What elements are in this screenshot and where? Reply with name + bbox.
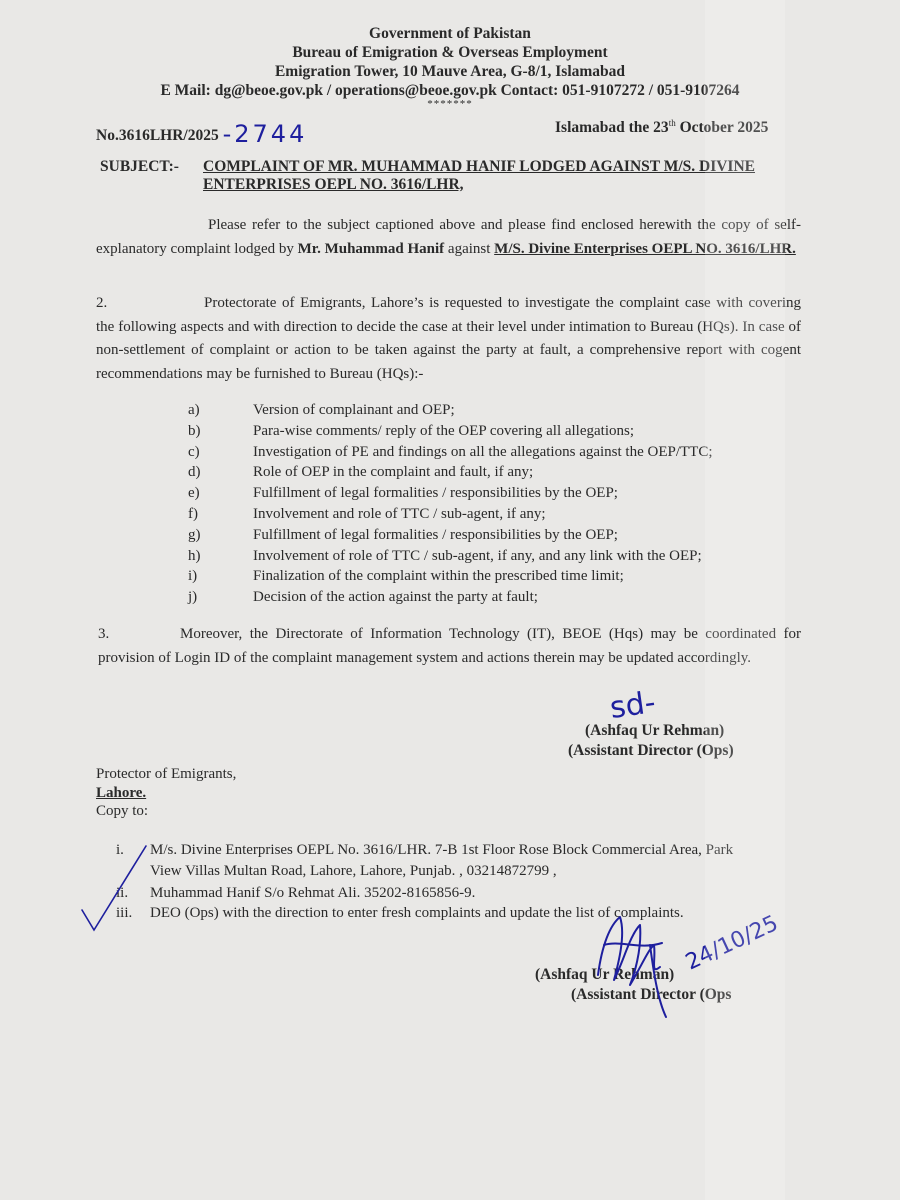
para3-text: Moreover, the Directorate of Information Technology (IT), BEOE (Hqs) may be coordinated for provision of Login ID of the complaint management system and actions therein may be updated accordingly. [98, 626, 801, 666]
copy-item-text: Muhammad Hanif S/o Rehmat Ali. 35202-8165856-9. [150, 885, 476, 901]
checkmark-icon [80, 838, 150, 938]
copy-item-label: iii. [116, 905, 133, 921]
aspect-text: Role of OEP in the complaint and fault, if any; [253, 464, 534, 481]
paragraph-3 [98, 623, 801, 670]
aspect-label: g) [188, 526, 201, 543]
para2-number: 2. [96, 295, 108, 311]
aspect-item [188, 483, 618, 503]
letterhead-government: Government of Pakistan [369, 25, 531, 42]
signatory-name: (Ashfaq Ur Rehman) [585, 722, 725, 739]
para2-text: Protectorate of Emigrants, Lahore’s is requested to investigate the complaint case with covering the following aspects and with direction to decide the case at their level under intimation to Bureau (HQs). In case of non-settlement of complaint or action to be taken against the party at fault, a comprehensive report with cogent recommendations may be furnished to Bureau (HQs):- [96, 295, 801, 382]
addressee-title: Protector of Emigrants, [96, 766, 237, 782]
para3-number: 3. [98, 626, 110, 642]
copy-item-label: ii. [116, 885, 129, 901]
aspect-text: Fulfillment of legal formalities / responsibilities by the OEP; [253, 526, 618, 543]
reference-number-text: No.3616LHR/2025 [96, 127, 219, 144]
aspect-text: Investigation of PE and findings on all the allegations against the OEP/TTC; [253, 443, 713, 460]
aspect-label: e) [188, 485, 200, 502]
letter-date [555, 118, 768, 137]
aspect-item [188, 462, 533, 482]
aspect-text: Decision of the action against the party at fault; [253, 589, 538, 606]
aspect-item [188, 442, 713, 462]
aspect-label: a) [188, 402, 200, 418]
copy-item-text: M/s. Divine Enterprises OEPL No. 3616/LHR. 7-B 1st Floor Rose Block Commercial Area, Park [150, 842, 734, 858]
signatory-designation-2: (Assistant Director (Ops [571, 986, 732, 1003]
aspect-item [188, 566, 624, 586]
aspect-text: Involvement and role of TTC / sub-agent, if any; [253, 506, 546, 522]
paragraph-2 [96, 292, 801, 386]
aspect-label: i) [188, 568, 198, 585]
aspect-label: d) [188, 464, 201, 481]
aspect-text: Version of complainant and OEP; [253, 402, 455, 418]
copy-item-text: DEO (Ops) with the direction to enter fresh complaints and update the list of complaints. [150, 905, 684, 921]
reference-number [96, 118, 307, 146]
aspect-label: j) [188, 589, 198, 606]
addressee-city: Lahore. [96, 785, 147, 801]
subject-line-2: ENTERPRISES OEPL NO. 3616/LHR, [203, 176, 464, 193]
aspect-text: Fulfillment of legal formalities / responsibilities by the OEP; [253, 485, 618, 502]
aspect-item [188, 421, 634, 441]
copy-to-label: Copy to: [96, 803, 149, 819]
letterhead-separator: ******* [427, 98, 473, 110]
paragraph-1 [96, 214, 801, 261]
aspect-label: c) [188, 443, 200, 460]
copy-item-label: i. [116, 842, 124, 858]
aspect-text: Finalization of the complaint within the prescribed time limit; [253, 568, 624, 585]
date-ordinal: th [668, 118, 676, 128]
complainant-name: Mr. Muhammad Hanif [297, 240, 445, 257]
subject-text [203, 158, 755, 194]
aspect-item [188, 504, 546, 524]
letterhead-address: Emigration Tower, 10 Mauve Area, G-8/1, Islamabad [274, 63, 626, 80]
para1-intro: Please refer to the subject captioned above and please find enclosed herewith the copy of self-explanatory complaint lodged by [96, 217, 801, 257]
signatory-name-2: (Ashfaq Ur Rehman) [535, 966, 675, 983]
aspect-text: Para-wise comments/ reply of the OEP covering all allegations; [253, 422, 635, 439]
letterhead-bureau: Bureau of Emigration & Overseas Employment [292, 44, 608, 61]
date-suffix: October 2025 [675, 119, 769, 137]
aspect-item [188, 400, 455, 420]
aspect-item [188, 587, 538, 607]
subject-label: SUBJECT:- [100, 158, 179, 175]
letterhead-contact: E Mail: dg@beoe.gov.pk / operations@beoe.gov.pk Contact: 051-9107272 / 051-9107264 [160, 82, 740, 99]
aspect-label: b) [188, 422, 201, 439]
aspect-item [188, 546, 702, 566]
handwritten-dispatch-number: -2744 [222, 120, 308, 148]
respondent-party: M/S. Divine Enterprises OEPL NO. 3616/LHR. [494, 240, 796, 257]
aspect-label: h) [188, 547, 201, 564]
subject-line-1: COMPLAINT OF MR. MUHAMMAD HANIF LODGED AGAINST M/S. DIVINE [203, 158, 755, 175]
aspect-item [188, 525, 618, 545]
handwritten-date: 24/10/25 [681, 911, 783, 976]
handwritten-signature [590, 905, 810, 1025]
aspect-text: Involvement of role of TTC / sub-agent, if any, and any link with the OEP; [253, 547, 702, 564]
para1-against: against [444, 240, 495, 257]
handwritten-sd-mark: sd- [607, 685, 658, 726]
signatory-designation: (Assistant Director (Ops) [568, 742, 734, 759]
copy-item-text-continued: View Villas Multan Road, Lahore, Lahore, Punjab. , 03214872799 , [150, 863, 557, 879]
aspect-label: f) [188, 506, 198, 522]
date-prefix: Islamabad the 23 [555, 119, 669, 137]
